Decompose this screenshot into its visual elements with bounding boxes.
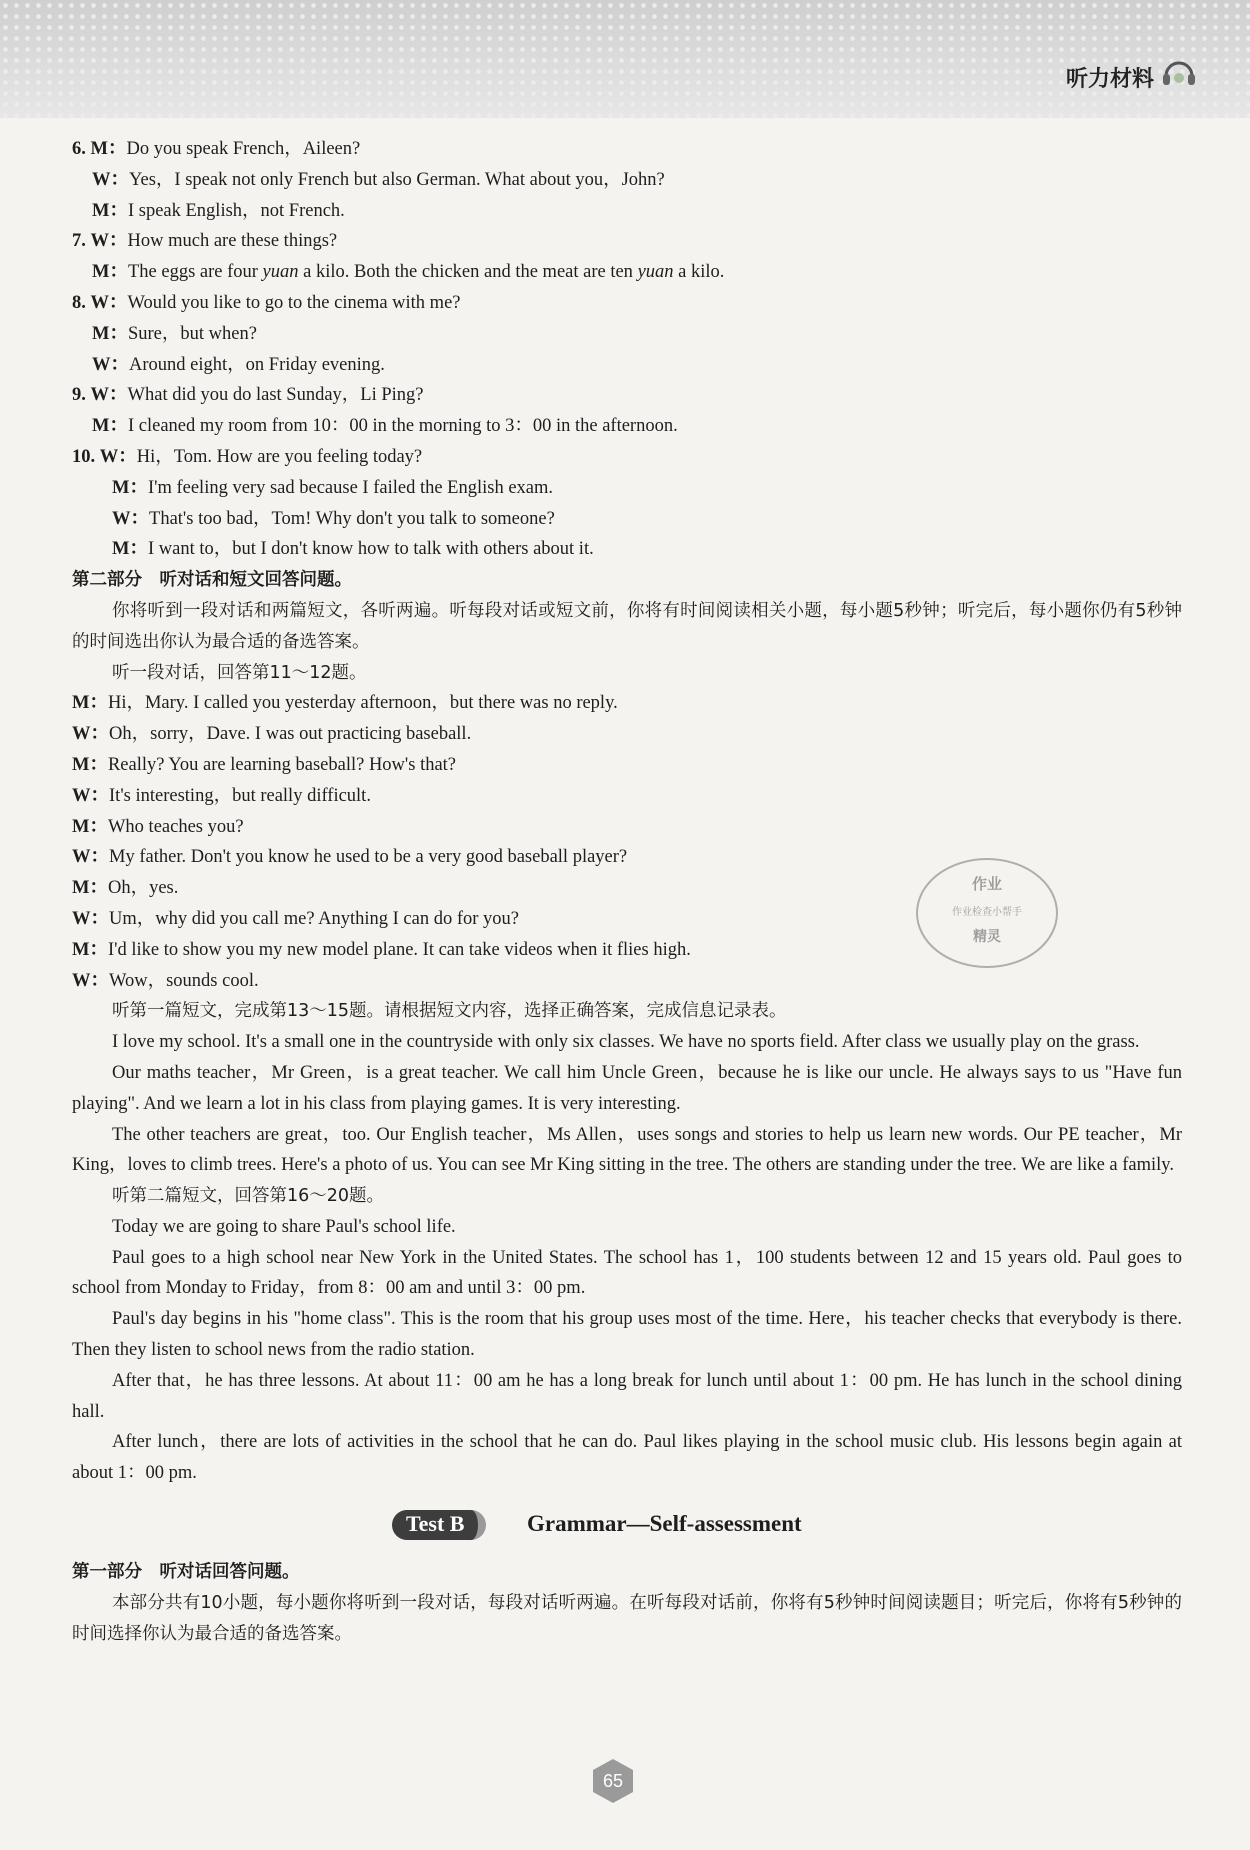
homework-stamp bbox=[912, 853, 1062, 971]
test-b-part1-instructions: 本部分共有10小题，每小题你将听到一段对话，每段对话听两遍。在听每段对话前，你将有5秒钟时间阅读题目；听完后，你将有5秒钟的时间选择你认为最合适的备选答案。 bbox=[72, 1592, 1182, 1644]
headphone-icon bbox=[1160, 52, 1198, 90]
passage1-intro: 听第一篇短文，完成第13～15题。请根据短文内容，选择正确答案，完成信息记录表。 bbox=[112, 1001, 787, 1022]
dialog-6: 6. M：Do you speak French，Aileen? W：Yes，I speak not only French but also German. What about you，John? M：I speak English，not French. bbox=[72, 139, 665, 221]
stamp-bottom-text: 精灵 bbox=[973, 929, 1001, 945]
passage2-paragraph: Today we are going to share Paul's school life. bbox=[112, 1216, 456, 1237]
dialog-10: 10. W：Hi，Tom. How are you feeling today? M：I'm feeling very sad because I failed the English exam. W：That's too bad，Tom! Why don't you talk to someone? M：I want to，but I don't know how to talk with others about it. bbox=[72, 446, 594, 560]
test-b-label: Grammar—Self-assessment bbox=[527, 1511, 802, 1537]
part2-heading: 第二部分 听对话和短文回答问题。 bbox=[72, 570, 352, 591]
passage1-paragraph: I love my school. It's a small one in the countryside with only six classes. We have no sports field. After class we usually play on the grass. bbox=[112, 1032, 1140, 1053]
dialog-11-12: M：Hi，Mary. I called you yesterday afternoon，but there was no reply. W：Oh，sorry，Dave. I was out practicing baseball. M：Really? You are learning baseball? How's that? W：It's interesting，but really difficult. M：Who teaches you? W：My father. Don't you know he used to be a very good baseball player? M：Oh，yes. W：Um，why did you call me? Anything I can do for you? M：I'd like to show you my new model plane. It can take videos when it flies high. W：Wow，sounds cool. bbox=[72, 693, 691, 991]
passage2-paragraph: Paul's day begins in his "home class". This is the room that his group uses most of the time. Here，his teacher checks that everybody is there. Then they listen to school news from the radio station. bbox=[72, 1309, 1182, 1361]
part2-instructions: 你将听到一段对话和两篇短文，各听两遍。听每段对话或短文前，你将有时间阅读相关小题，每小题5秒钟；听完后，每小题你仍有5秒钟的时间选出你认为最合适的备选答案。 bbox=[72, 600, 1182, 652]
passage1-paragraph: Our maths teacher，Mr Green，is a great teacher. We call him Uncle Green，because he is like our uncle. He always says to us "Have fun playing". And we learn a lot in his class from playing games. It is very interesting. bbox=[72, 1062, 1182, 1114]
stamp-top-text: 作业 bbox=[971, 875, 1003, 893]
test-b-badge: Test B bbox=[392, 1510, 486, 1540]
passage2-paragraph: After lunch，there are lots of activities in the school that he can do. Paul likes playing in the school music club. His lessons begin again at about 1：00 pm. bbox=[72, 1432, 1182, 1484]
dialog-8: 8. W：Would you like to go to the cinema with me? M：Sure，but when? W：Around eight，on Friday evening. bbox=[72, 292, 461, 375]
passage2-paragraph: Paul goes to a high school near New York in the United States. The school has 1，100 students between 12 and 15 years old. Paul goes to school from Monday to Friday，from 8：00 am and until 3：00 pm. bbox=[72, 1247, 1182, 1299]
stamp-middle-text: 作业检查小帮手 bbox=[952, 907, 1022, 918]
section-label: 听力材料 bbox=[1065, 67, 1154, 92]
dialog-intro: 听一段对话，回答第11～12题。 bbox=[112, 662, 367, 683]
dialog-7: 7. W：How much are these things? M：The eggs are four yuan a kilo. Both the chicken and the meat are ten yuan a kilo. bbox=[72, 231, 725, 283]
page-number: 65 bbox=[602, 1770, 624, 1791]
header-band bbox=[0, 0, 1250, 118]
passage2-intro: 听第二篇短文，回答第16～20题。 bbox=[112, 1186, 385, 1207]
dialog-9: 9. W：What did you do last Sunday，Li Ping? M：I cleaned my room from 10：00 in the morning to 3：00 in the afternoon. bbox=[72, 385, 678, 437]
passage1-paragraph: The other teachers are great，too. Our English teacher，Ms Allen，uses songs and stories to help us learn new words. Our PE teacher，Mr King，loves to climb trees. Here's a photo of us. You can see Mr King sitting in the tree. The others are standing under the tree. We are like a family. bbox=[72, 1124, 1182, 1176]
passage2-paragraph: After that，he has three lessons. At about 11：00 am he has a long break for lunch until about 1：00 pm. He has lunch in the school dining hall. bbox=[72, 1370, 1182, 1422]
page-number-badge bbox=[590, 1758, 636, 1804]
test-b-part1-heading: 第一部分 听对话回答问题。 bbox=[72, 1562, 300, 1583]
test-b-title bbox=[72, 1499, 1182, 1553]
